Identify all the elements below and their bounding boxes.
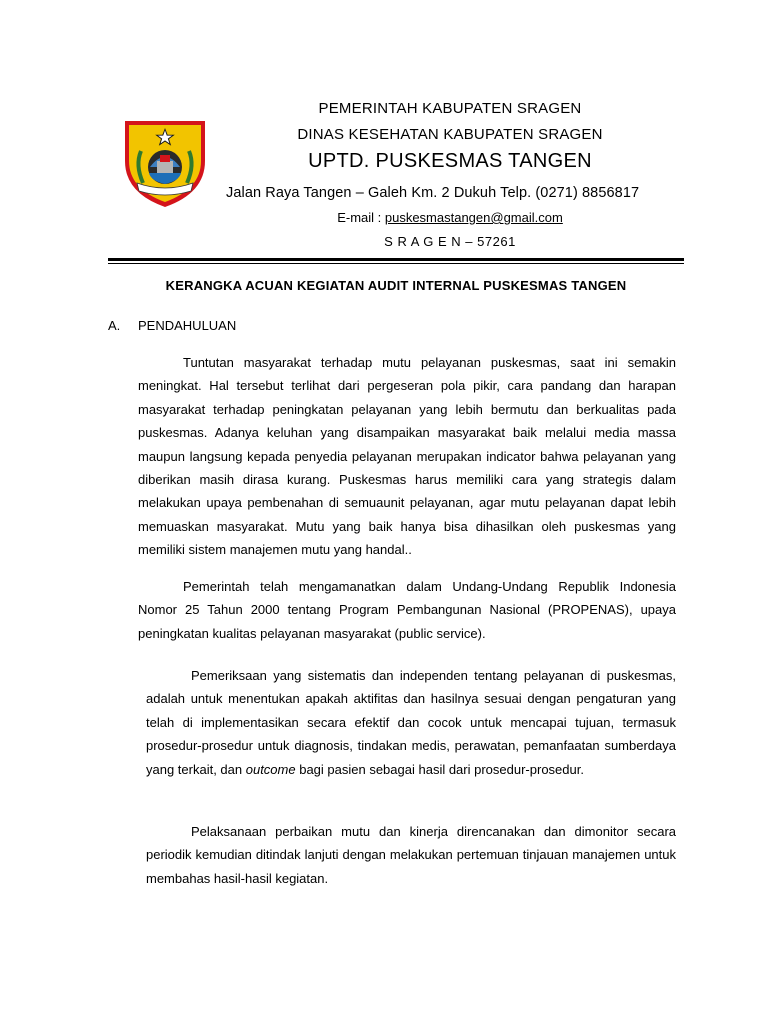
paragraph-3-italic: outcome bbox=[245, 761, 296, 777]
letterhead-city: S R A G E N – 57261 bbox=[384, 234, 516, 249]
paragraph-2: Pemerintah telah mengamanatkan dalam Undang-Undang Republik Indonesia Nomor 25 Tahun 2000 tentang Program Pembangunan Nasional (PROPENAS), upaya peningkatan kualitas pelayanan masyarakat (public service). bbox=[138, 579, 676, 641]
paragraph-3-text-a: Pemeriksaan yang sistematis dan independen tentang pelayanan di puskesmas, adalah untuk menentukan apakah aktifitas dan hasilnya sesuai dengan pengaturan yang telah di implementasikan secara efektif dan cocok untuk mencapai tujuan, termasuk prosedur-prosedur untuk diagnosis, tindakan medis, perawatan, pemanfaatan sumberdaya yang terkait, dan bbox=[146, 668, 676, 777]
paragraph-3 bbox=[146, 664, 676, 781]
letterhead-department: DINAS KESEHATAN KABUPATEN SRAGEN bbox=[297, 126, 603, 143]
section-label: PENDAHULUAN bbox=[138, 318, 237, 333]
letterhead-divider-thin bbox=[108, 263, 684, 264]
section-number: A. bbox=[108, 318, 121, 333]
email-link[interactable]: puskesmastangen@gmail.com bbox=[384, 210, 563, 225]
letterhead-government: PEMERINTAH KABUPATEN SRAGEN bbox=[318, 100, 582, 117]
letterhead-address: Jalan Raya Tangen – Galeh Km. 2 Dukuh Telp. (0271) 8856817 bbox=[226, 185, 640, 201]
paragraph-3-text-b: bagi pasien sebagai hasil dari prosedur-prosedur. bbox=[295, 761, 584, 777]
letterhead-email bbox=[200, 210, 700, 225]
letterhead-divider-thick bbox=[108, 258, 684, 261]
kabupaten-sragen-logo bbox=[119, 117, 211, 209]
letterhead-institution: UPTD. PUSKESMAS TANGEN bbox=[308, 150, 592, 172]
paragraph-4: Pelaksanaan perbaikan mutu dan kinerja direncanakan dan dimonitor secara periodik kemudian ditindak lanjuti dengan melakukan pertemuan tinjauan manajemen untuk membahas hasil-hasil kegiatan. bbox=[146, 824, 676, 886]
section-heading bbox=[108, 318, 236, 333]
document-title: KERANGKA ACUAN KEGIATAN AUDIT INTERNAL PUSKESMAS TANGEN bbox=[165, 278, 627, 293]
email-label: E-mail : bbox=[337, 210, 385, 225]
paragraph-1: Tuntutan masyarakat terhadap mutu pelayanan puskesmas, saat ini semakin meningkat. Hal tersebut terlihat dari pergeseran pola pikir, cara pandang dan harapan masyarakat terhadap peningkatan pelayanan yang lebih bermutu dan berkualitas pada puskesmas. Adanya keluhan yang disampaikan masyarakat baik melalui media massa maupun langsung kepada penyedia pelayanan merupakan indicator bahwa pelayanan yang diberikan masih dirasa kurang. Puskesmas harus memiliki cara yang strategis dalam melakukan upaya pembenahan di semuaunit pelayanan, agar mutu pelayanan dapat lebih memuaskan masyarakat. Mutu yang baik hanya bisa dihasilkan oleh puskesmas yang memiliki sistem manajemen mutu yang handal.. bbox=[138, 355, 676, 558]
